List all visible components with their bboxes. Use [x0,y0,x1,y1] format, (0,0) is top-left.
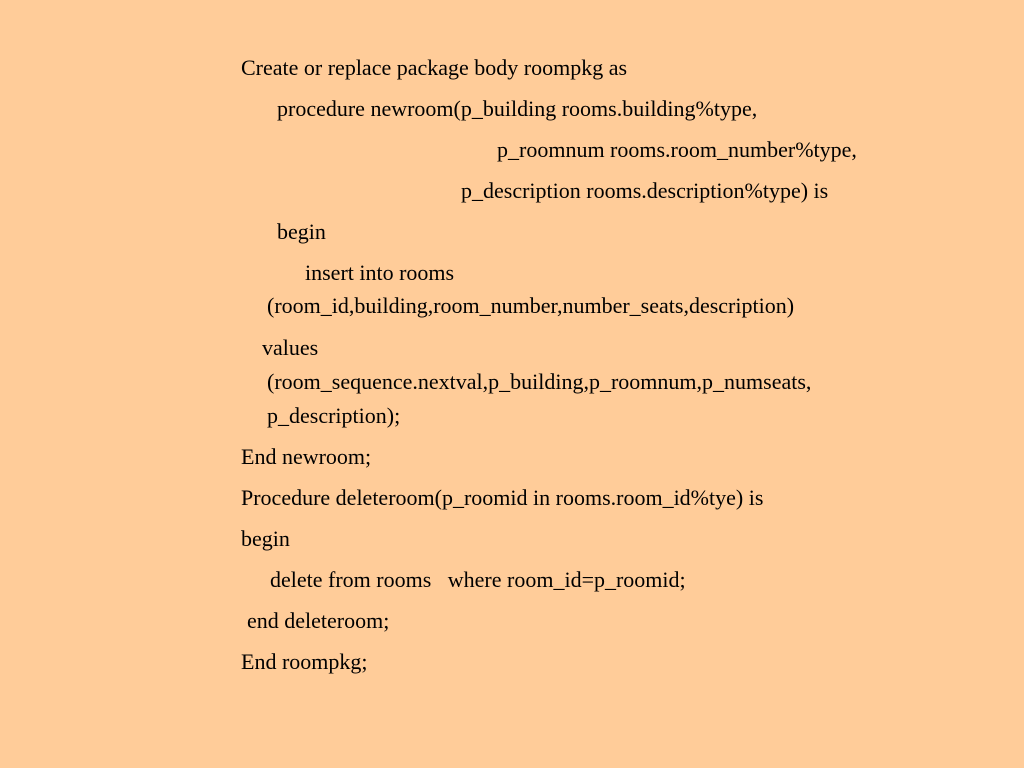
code-line-package-header: Create or replace package body roompkg as [241,55,628,80]
code-line-newroom-signature: procedure newroom(p_building rooms.building%type, [277,96,758,121]
code-line-insert-columns: (room_id,building,room_number,number_seats,description) [267,293,795,318]
code-line-param-roomnum: p_roomnum rooms.room_number%type, [497,137,857,162]
code-line-end-package: End roompkg; [241,649,368,674]
code-line-values: values [262,335,319,360]
code-line-values-list: (room_sequence.nextval,p_building,p_roomnum,p_numseats, [267,369,812,394]
code-line-end-newroom: End newroom; [241,444,372,469]
code-line-delete-from: delete from rooms where room_id=p_roomid; [270,567,686,592]
code-line-begin-newroom: begin [277,219,326,244]
code-line-insert-into: insert into rooms [305,260,455,285]
code-line-values-end: p_description); [267,403,401,428]
code-line-param-description: p_description rooms.description%type) is [461,178,829,203]
code-line-end-deleteroom: end deleteroom; [247,608,390,633]
code-line-begin-deleteroom: begin [241,526,290,551]
code-line-deleteroom-signature: Procedure deleteroom(p_roomid in rooms.room_id%tye) is [241,485,764,510]
